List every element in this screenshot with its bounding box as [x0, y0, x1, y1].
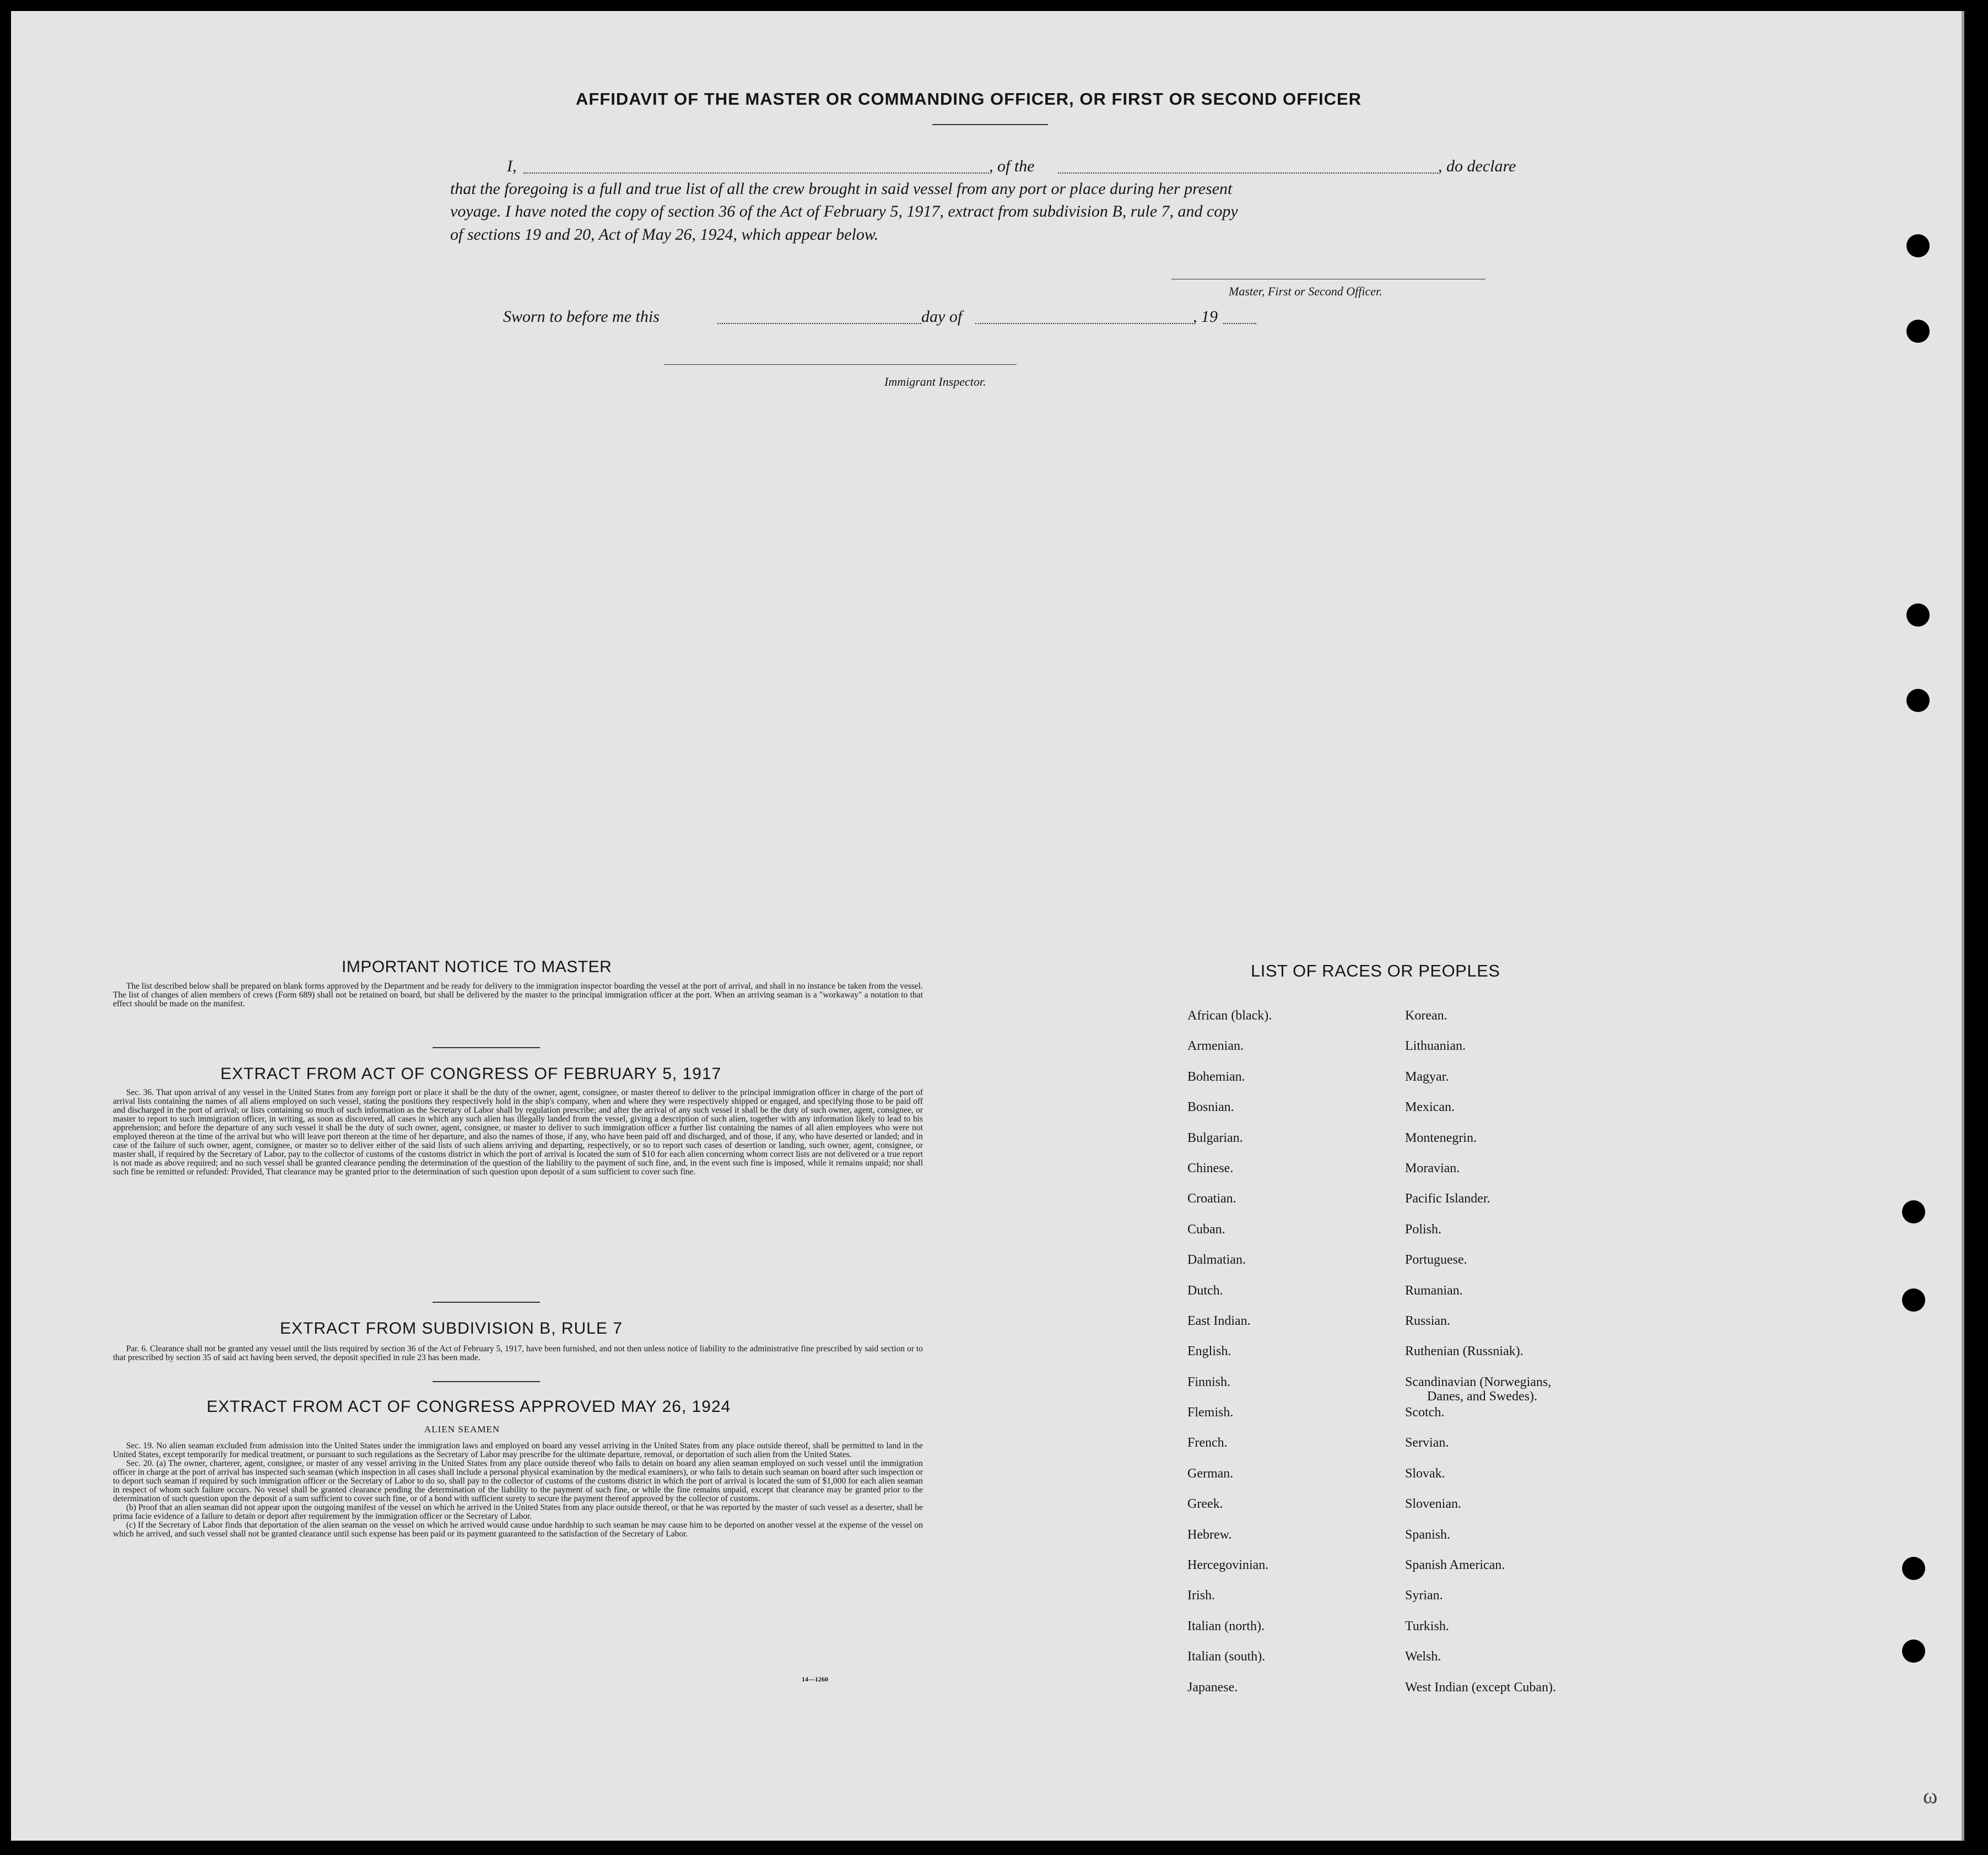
race-left: Croatian.: [1187, 1191, 1236, 1206]
race-left: Japanese.: [1187, 1680, 1238, 1695]
punch-hole: [1902, 1288, 1925, 1312]
race-right-scandinavian: [1405, 1375, 1556, 1405]
race-left: German.: [1187, 1466, 1234, 1481]
extract-1924-title: EXTRACT FROM ACT OF CONGRESS APPROVED MAY 26, 1924: [207, 1398, 731, 1416]
sworn-year-field[interactable]: [1223, 323, 1256, 324]
affidavit-line-4: of sections 19 and 20, Act of May 26, 1924, which appear below.: [450, 225, 879, 244]
punch-hole: [1902, 1200, 1925, 1223]
sec-20a-text: Sec. 20. (a) The owner, charterer, agent, consignee, or master of any vessel arriving in the United States from any place outside thereof who fails to detain on board any alien seaman employed on such vessel until the immigration officer in charge at the port of arrival has inspected such seaman (which inspection in all cases shall include a personal physical examination by the medical examiners), or who fails to detain such seaman on board after such inspection or to deport such seaman if required by such immigration officer or the Secretary of Labor to do so, shall pay to the collector of customs of the customs district in which the port of arrival is located the sum of $1,000 for each alien seaman in respect of whom such failure occurs. No vessel shall be granted clearance pending the determination of the liability to the payment of such fine, or while the fine remains unpaid, except that clearance may be granted prior to the determination of such question upon the deposit of a sum sufficient to cover such fine, or of a bond with sufficient surety to secure the payment thereof approved by the collector of customs.: [113, 1459, 923, 1503]
race-right: Polish.: [1405, 1222, 1442, 1237]
race-right: Slovenian.: [1405, 1497, 1461, 1512]
race-left: Irish.: [1187, 1588, 1215, 1603]
punch-hole: [1902, 1640, 1925, 1663]
punch-hole: [1906, 603, 1930, 627]
subdivision-b-title: EXTRACT FROM SUBDIVISION B, RULE 7: [280, 1319, 623, 1338]
race-left: Cuban.: [1187, 1222, 1225, 1237]
affidavit-title: AFFIDAVIT OF THE MASTER OR COMMANDING OFFICER, OR FIRST OR SECOND OFFICER: [576, 89, 1362, 109]
margin-handwritten-mark: ω: [1923, 1783, 1938, 1808]
divider-3: [433, 1381, 540, 1382]
section-36-text: Sec. 36. That upon arrival of any vessel in the United States from any foreign port or place it shall be the duty of the owner, agent, consignee, or master thereof to deliver to the principal immigration officer in charge of the port of arrival lists containing the names of all aliens employed on such vessel, stating the positions they respectively hold in the ship's company, when and where they were respectively shipped or engaged, and specifying those to be paid off and discharged in the port of arrival; or lists containing so much of such information as the Secretary of Labor shall by regulation prescribe; and after the arrival of any such vessel it shall be the duty of such owner, agent, consignee, or master to report to such immigration officer, in writing, as soon as discovered, all cases in which any such alien has illegally landed from the vessel, giving a description of such alien, together with any information likely to lead to his apprehension; and before the departure of any such vessel it shall be the duty of such owner, agent, consignee, or master to deliver to such immigration officer a further list containing the names of all alien employees who were not employed thereon at the time of the arrival but who will leave port thereon at the time of her departure, and also the names of those, if any, who have been paid off and discharged, and of those, if any, who have deserted or landed; and in case of the failure of such owner, agent, consignee, or master so to deliver either of the said lists of such aliens arriving and departing, respectively, or so to report such cases of desertion or landing, such owner, agent, consignee, or master shall, if required by the Secretary of Labor, pay to the collector of customs of the customs district in which the port of arrival is located the sum of $10 for each alien concerning whom correct lists are not delivered or a true report is not made as above required; and no such vessel shall be granted clearance pending the determination of the question of the liability to the payment of such fine, and, in the event such fine is imposed, while it remains unpaid; nor shall such fine be remitted or refunded: Provided, That clearance may be granted prior to the determination of such question upon deposit of a sum sufficient to cover such fine.: [113, 1088, 923, 1177]
race-right: Spanish American.: [1405, 1558, 1505, 1573]
punch-hole: [1906, 234, 1930, 257]
form-page: [11, 11, 1964, 1841]
race-right: Pacific Islander.: [1405, 1191, 1490, 1206]
race-right: Mexican.: [1405, 1100, 1455, 1115]
inspector-signature-line[interactable]: [664, 364, 1017, 365]
race-left: Dalmatian.: [1187, 1253, 1246, 1268]
race-left: Armenian.: [1187, 1039, 1244, 1054]
race-right: West Indian (except Cuban).: [1405, 1680, 1556, 1695]
sworn-text: Sworn to before me this: [503, 308, 660, 326]
divider-2: [433, 1302, 540, 1303]
day-of-text: day of: [921, 308, 963, 326]
race-right: Spanish.: [1405, 1527, 1451, 1542]
of-the-text: , of the: [989, 157, 1035, 175]
races-title: LIST OF RACES OR PEOPLES: [1251, 961, 1500, 980]
punch-hole: [1906, 689, 1930, 712]
extract-1917-title: EXTRACT FROM ACT OF CONGRESS OF FEBRUARY 5, 1917: [220, 1065, 722, 1083]
race-left: Bulgarian.: [1187, 1130, 1243, 1145]
race-left: Italian (north).: [1187, 1619, 1265, 1633]
affidavit-line-3: voyage. I have noted the copy of section 36 of the Act of February 5, 1917, extract from subdivision B, rule 7, and copy: [450, 202, 1238, 220]
race-right: Syrian.: [1405, 1588, 1443, 1603]
race-left: Flemish.: [1187, 1405, 1234, 1420]
name-field[interactable]: [523, 172, 989, 174]
sworn-day-field[interactable]: [717, 323, 921, 324]
race-right: Lithuanian.: [1405, 1039, 1466, 1054]
race-left: Chinese.: [1187, 1161, 1234, 1175]
extract-1917-body: [113, 1088, 923, 1177]
race-left: Hebrew.: [1187, 1527, 1232, 1542]
race-right: Ruthenian (Russniak).: [1405, 1344, 1524, 1359]
vessel-field[interactable]: [1058, 172, 1438, 174]
race-right: Moravian.: [1405, 1161, 1460, 1175]
sec-19-text: Sec. 19. No alien seaman excluded from admission into the United States under the immigration laws and employed on board any vessel arriving in the United States from any place outside thereof, shall be permitted to land in the United States, except temporarily for medical treatment, or pursuant to such regulations as the Secretary of Labor may prescribe for the ultimate departure, removal, or deportation of such alien from the United States.: [113, 1441, 923, 1459]
subdivision-b-body: [113, 1345, 923, 1362]
race-right: Slovak.: [1405, 1466, 1445, 1481]
par-6-text: Par. 6. Clearance shall not be granted any vessel until the lists required by section 36 of the Act of February 5, 1917, have been furnished, and not then unless notice of liability to the administrative fine prescribed by said section or to that prescribed by section 35 of said act having been served, the deposit specified in rule 23 has been made.: [113, 1344, 923, 1362]
declare-text: , do declare: [1438, 157, 1516, 175]
alien-seamen-subtitle: ALIEN SEAMEN: [424, 1424, 500, 1435]
inspector-label: Immigrant Inspector.: [884, 375, 986, 389]
race-right: Russian.: [1405, 1313, 1451, 1328]
race-left: Italian (south).: [1187, 1649, 1266, 1664]
race-right: Montenegrin.: [1405, 1130, 1477, 1145]
race-right: Welsh.: [1405, 1649, 1441, 1664]
race-left: African (black).: [1187, 1009, 1272, 1023]
race-right: Rumanian.: [1405, 1283, 1463, 1298]
title-underline: [932, 124, 1048, 125]
race-left: Finnish.: [1187, 1374, 1231, 1389]
race-right: Scotch.: [1405, 1405, 1445, 1420]
affidavit-line-2: that the foregoing is a full and true list of all the crew brought in said vessel from any port or place during her present: [450, 180, 1233, 198]
race-left: Bosnian.: [1187, 1100, 1234, 1115]
notice-title: IMPORTANT NOTICE TO MASTER: [342, 958, 612, 976]
race-left: East Indian.: [1187, 1313, 1251, 1328]
notice-body: [113, 982, 923, 1009]
sec-20c-text: (c) If the Secretary of Labor finds that deportation of the alien seaman on the vessel on which he arrived would cause undue hardship to such seaman he may cause him to be deported on another vessel at the expense of the vessel on which he arrived, and such vessel shall not be granted clearance until such expense has been paid or its payment guaranteed to the satisfaction of the Secretary of Labor.: [113, 1520, 923, 1539]
race-right: Portuguese.: [1405, 1253, 1467, 1268]
extract-1924-body: [113, 1442, 923, 1539]
race-left: Dutch.: [1187, 1283, 1223, 1298]
race-left: Bohemian.: [1187, 1069, 1245, 1084]
notice-text: The list described below shall be prepared on blank forms approved by the Department and be ready for delivery to the immigration inspector boarding the vessel at the port of arrival, and shall in no instance be taken from the vessel. The list of changes of alien members of crews (Form 689) shall not be retained on board, but shall be delivered by the master to the principal immigration officer at the port. When an arriving seaman is a "workaway" a notation to that effect should be made on the manifest.: [113, 982, 923, 1009]
affidavit-i: I,: [507, 157, 517, 175]
race-right-continued: Danes, and Swedes).: [1427, 1389, 1537, 1404]
punch-hole: [1906, 320, 1930, 343]
page-edge-shadow: [1962, 11, 1964, 1841]
race-left: Hercegovinian.: [1187, 1558, 1269, 1573]
punch-hole: [1902, 1557, 1925, 1580]
divider-1: [433, 1047, 540, 1048]
race-left: French.: [1187, 1436, 1228, 1450]
sec-20b-text: (b) Proof that an alien seaman did not appear upon the outgoing manifest of the vessel on which he arrived in the United States from any place outside thereof, or that he was reported by the master of such vessel as a deserter, shall be prima facie evidence of a failure to detain or deport after requirement by the immigration officer or the Secretary of Labor.: [113, 1503, 923, 1521]
affidavit-line-1: [507, 157, 517, 176]
year-text: , 19: [1193, 308, 1218, 326]
race-left: English.: [1187, 1344, 1231, 1359]
race-right: Turkish.: [1405, 1619, 1449, 1633]
race-right: Magyar.: [1405, 1069, 1449, 1084]
sworn-month-field[interactable]: [975, 323, 1193, 324]
race-right: Servian.: [1405, 1436, 1449, 1450]
form-number: 14—1260: [802, 1675, 828, 1683]
races-right-column: [1405, 1009, 1556, 1711]
master-signature-label: Master, First or Second Officer.: [1229, 284, 1382, 298]
race-right: Scandinavian (Norwegians,: [1405, 1374, 1552, 1389]
race-right: Korean.: [1405, 1009, 1447, 1023]
race-left: Greek.: [1187, 1497, 1223, 1512]
races-left-column: [1187, 1009, 1272, 1711]
